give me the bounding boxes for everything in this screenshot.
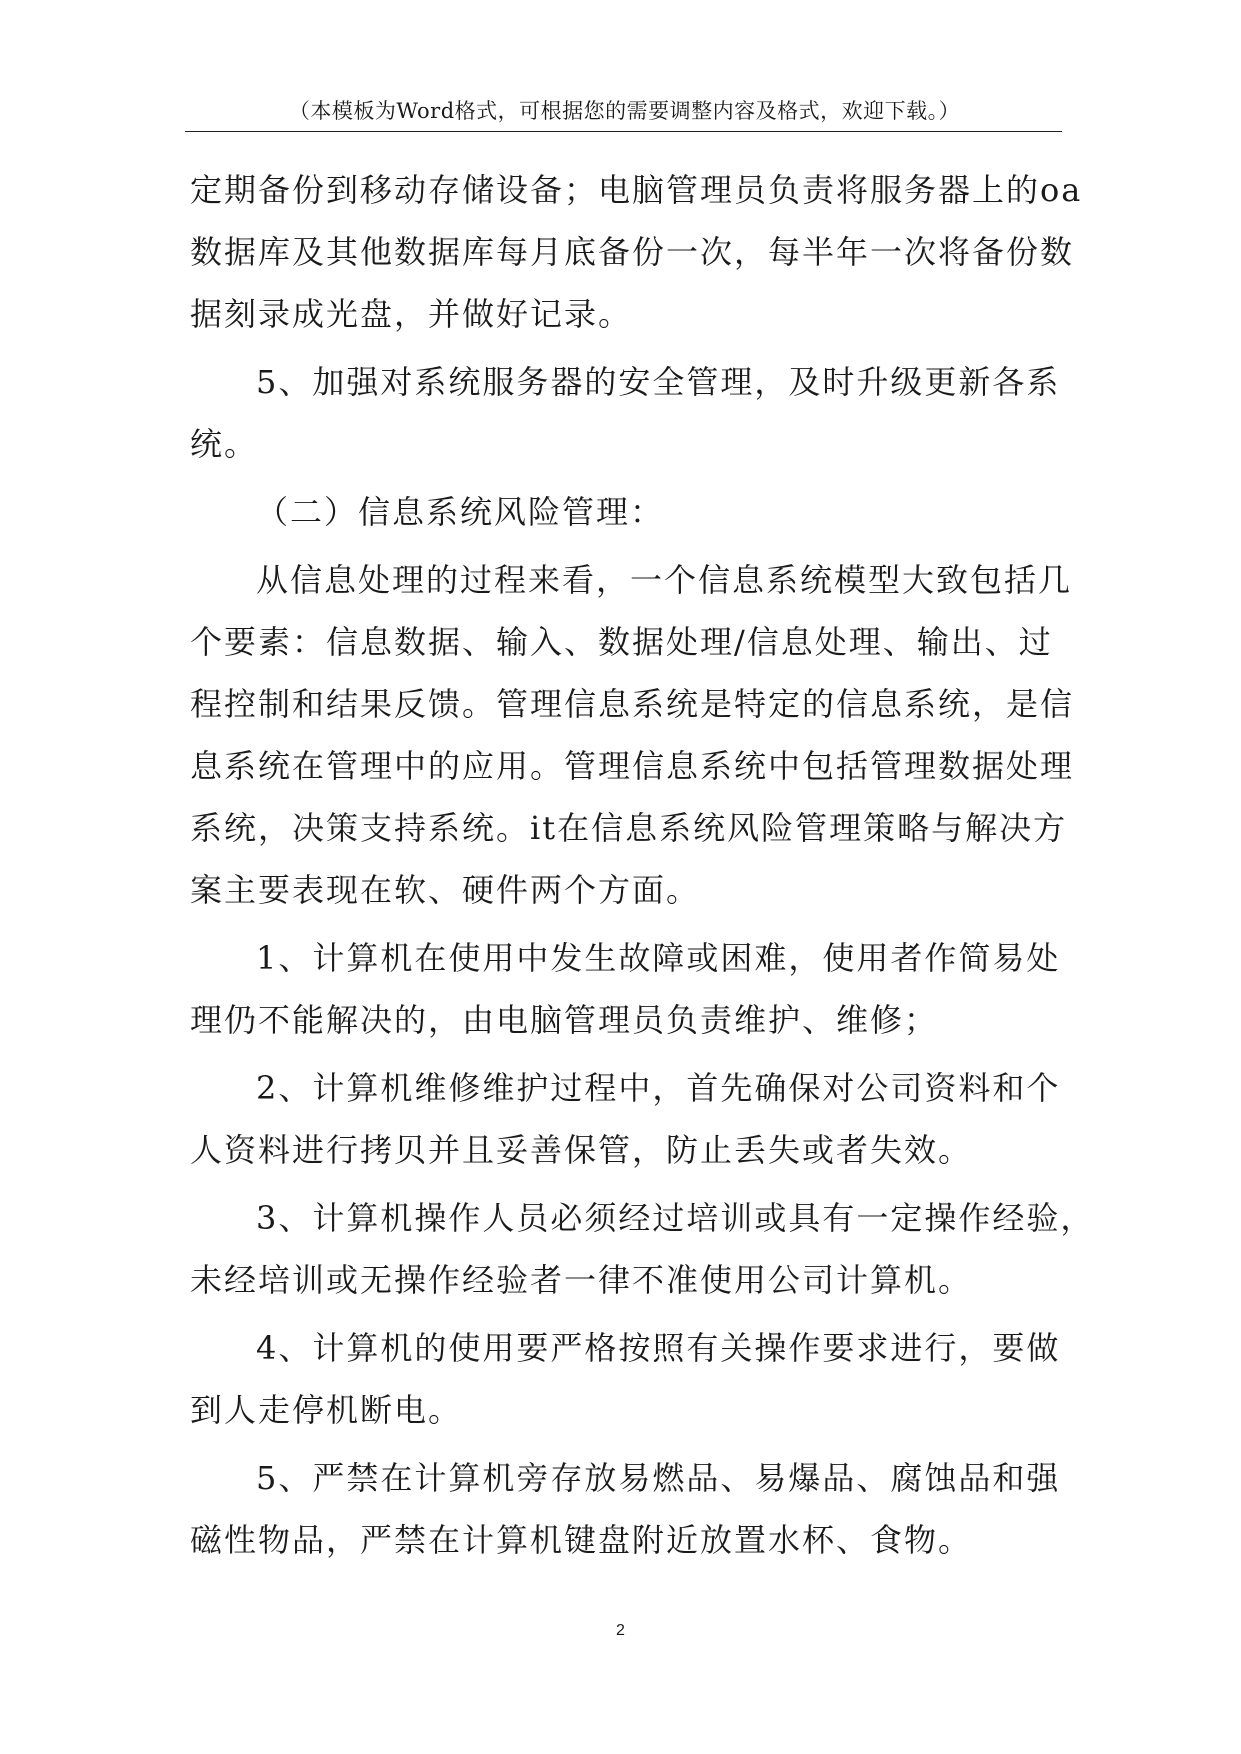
body-line: 个要素：信息数据、输入、数据处理/信息处理、输出、过 (190, 623, 1053, 661)
page-number: 2 (616, 1622, 625, 1639)
body-line: 磁性物品，严禁在计算机键盘附近放置水杯、食物。 (190, 1521, 973, 1559)
body-line: 从信息处理的过程来看，一个信息系统模型大致包括几 (256, 561, 1073, 599)
body-line: 4、计算机的使用要严格按照有关操作要求进行，要做 (256, 1329, 1061, 1367)
body-line: 程控制和结果反馈。管理信息系统是特定的信息系统，是信 (190, 685, 1075, 723)
body-line: 到人走停机断电。 (190, 1391, 463, 1429)
section-heading: （二）信息系统风险管理： (256, 493, 665, 531)
body-line: 人资料进行拷贝并且妥善保管，防止丢失或者失效。 (190, 1131, 973, 1169)
body-line: 数据库及其他数据库每月底备份一次，每半年一次将备份数 (190, 233, 1075, 271)
body-line: 统。 (190, 425, 259, 463)
body-line: 5、严禁在计算机旁存放易燃品、易爆品、腐蚀品和强 (256, 1459, 1061, 1497)
body-line: 1、计算机在使用中发生故障或困难，使用者作简易处 (256, 939, 1061, 977)
template-note-header: （本模板为Word格式，可根据您的需要调整内容及格式，欢迎下载。） (288, 99, 961, 123)
body-line: 5、加强对系统服务器的安全管理，及时升级更新各系 (256, 363, 1061, 401)
body-line: 理仍不能解决的，由电脑管理员负责维护、维修； (190, 1001, 939, 1039)
body-line: 2、计算机维修维护过程中，首先确保对公司资料和个 (256, 1069, 1061, 1107)
body-line: 未经培训或无操作经验者一律不准使用公司计算机。 (190, 1261, 973, 1299)
header-divider (185, 131, 1062, 132)
body-line: 定期备份到移动存储设备；电脑管理员负责将服务器上的oa (190, 171, 1083, 209)
body-line: 息系统在管理中的应用。管理信息系统中包括管理数据处理 (190, 747, 1075, 785)
body-line: 案主要表现在软、硬件两个方面。 (190, 871, 701, 909)
body-line: 系统，决策支持系统。it在信息系统风险管理策略与解决方 (190, 809, 1068, 847)
body-line: 3、计算机操作人员必须经过培训或具有一定操作经验， (256, 1199, 1095, 1237)
body-line: 据刻录成光盘，并做好记录。 (190, 295, 633, 333)
